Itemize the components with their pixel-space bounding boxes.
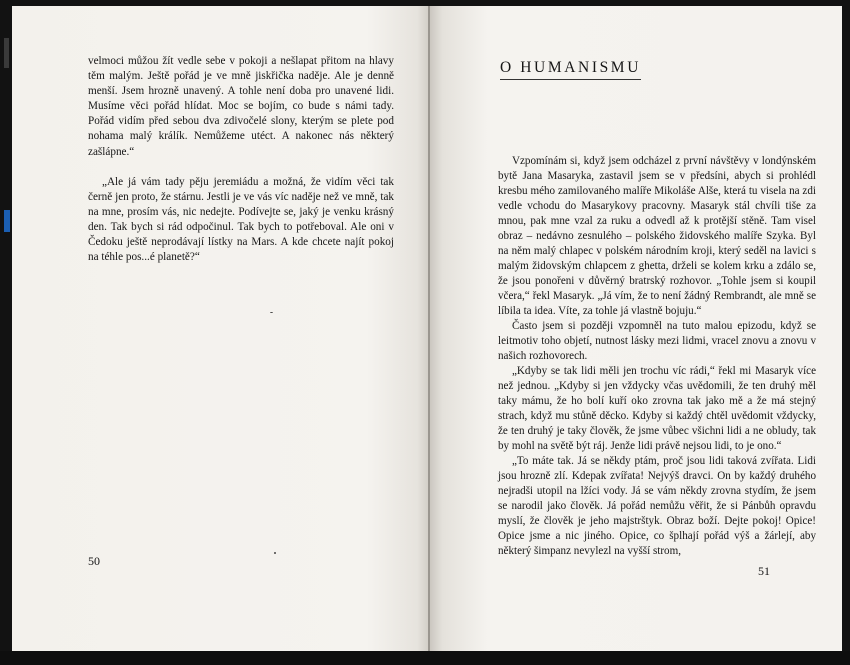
right-paragraph-2: Často jsem si později vzpomněl na tuto malou epizodu, když se leitmotiv toho objetí, nutnost lásky mezi lidmi, vracel znovu a znovu v našich rozhovorech.: [498, 320, 816, 362]
scan-bottom-edge: [0, 651, 850, 665]
left-page: [12, 6, 430, 651]
right-page-number: 51: [758, 564, 770, 578]
left-page-number: 50: [88, 554, 100, 568]
left-page-text: [88, 54, 394, 265]
edge-mark-blue: [4, 210, 10, 232]
right-paragraph-3: „Kdyby se tak lidi měli jen trochu víc rádi,“ řekl mi Masaryk více než jednou. „Kdyby si jen vždycky včas uvědomili, že ten druhý měl taky mámu, že ho bolí kuří oko zrovna tak jako mě a že má stejný strach, když mu stůně děcko. Kdyby si každý chtěl uvědomit vždycky, že ten druhý je taky člověk, že jsme vůbec všichni lidi a ne obludy, tak by mohl na světě být ráj. Jenže lidi právě nejsou lidi, to je ono.“: [498, 365, 816, 452]
dust-speck: [274, 552, 276, 554]
right-paragraph-1: Vzpomínám si, když jsem odcházel z první návštěvy v londýnském bytě Jana Masaryka, zastavil jsem se v předsíni, abych si prohlédl kresbu mého zamilovaného malíře Mikoláše Alše, která tu visela na zdi vedle vchodu do Masarykovy pracovny. Masaryk stál chvíli tiše za mnou, pak mne vzal za ruku a odvedl až k protější stěně. Tam visel obraz – nedávno zesnulého – polského židovského malíře Szyka. Byl na něm malý chlapec v polském národním kroji, který seděl na lavici s malým židovským chlapcem z ghetta, drželi se kolem krku a zdálo se, že jsou ponořeni v důvěrný bratrský rozhovor. „Tohle jsem si koupil včera,“ řekl Masaryk. „Já vím, že to není žádný Rembrandt, ale mně se líbila ta idea. Víte, za tohle já vlastně bojuju.“: [498, 155, 816, 317]
dust-speck: [270, 312, 273, 313]
left-paragraph-2: „Ale já vám tady pěju jeremiádu a možná, že vidím věci tak černě jen proto, že stárnu. Jestli je ve vás víc naděje než ve mně, tak na mne, prosím vás, nic nedejte. Podívejte se, jaký je venku krásný den. Tak bych si rád odpočinul. Tak bych to potřeboval. Ale oni v Čedoku ještě neprodávají lístky na Mars. A kde chcete najít pokoj na téhle pos...é planetě?“: [88, 175, 394, 264]
chapter-title: O HUMANISMU: [500, 59, 641, 80]
edge-mark-dark: [4, 38, 9, 68]
right-page: [430, 6, 842, 651]
right-page-text: [498, 154, 816, 559]
right-paragraph-4: „To máte tak. Já se někdy ptám, proč jsou lidi taková zvířata. Lidi jsou hrozně zlí. Kdepak zvířata! Nejvýš dravci. On by každý druhého nejradši utopil na lžíci vody. Já se vám někdy zrovna stydím, že jsem se narodil jako člověk. Já pořád nemůžu věřit, že si Pánbůh opravdu myslí, že člověk je jeho majstrštyk. Obraz boží. Dejte pokoj! Opice! Opice jsme a nic jiného. Opice, co šplhají pořád výš a žárlejí, aby některý šimpanz nevylezl na vyšší strom,: [498, 455, 816, 557]
left-paragraph-1: velmoci můžou žít vedle sebe v pokoji a nešlapat přitom na hlavy těm malým. Ještě pořád je ve mně jiskřička naděje. Ale je denně menší. Jsem hrozně unavený. A tohle není doba pro unavené lidi. Musíme věci pořád hlídat. Moc se bojím, co bude s námi tady. Pořád vidím před sebou dva zdivočelé slony, kterým se plete pod nohama malý králík. Nemůžeme utéct. A nakonec nás některý zašlápne.“: [88, 55, 394, 158]
